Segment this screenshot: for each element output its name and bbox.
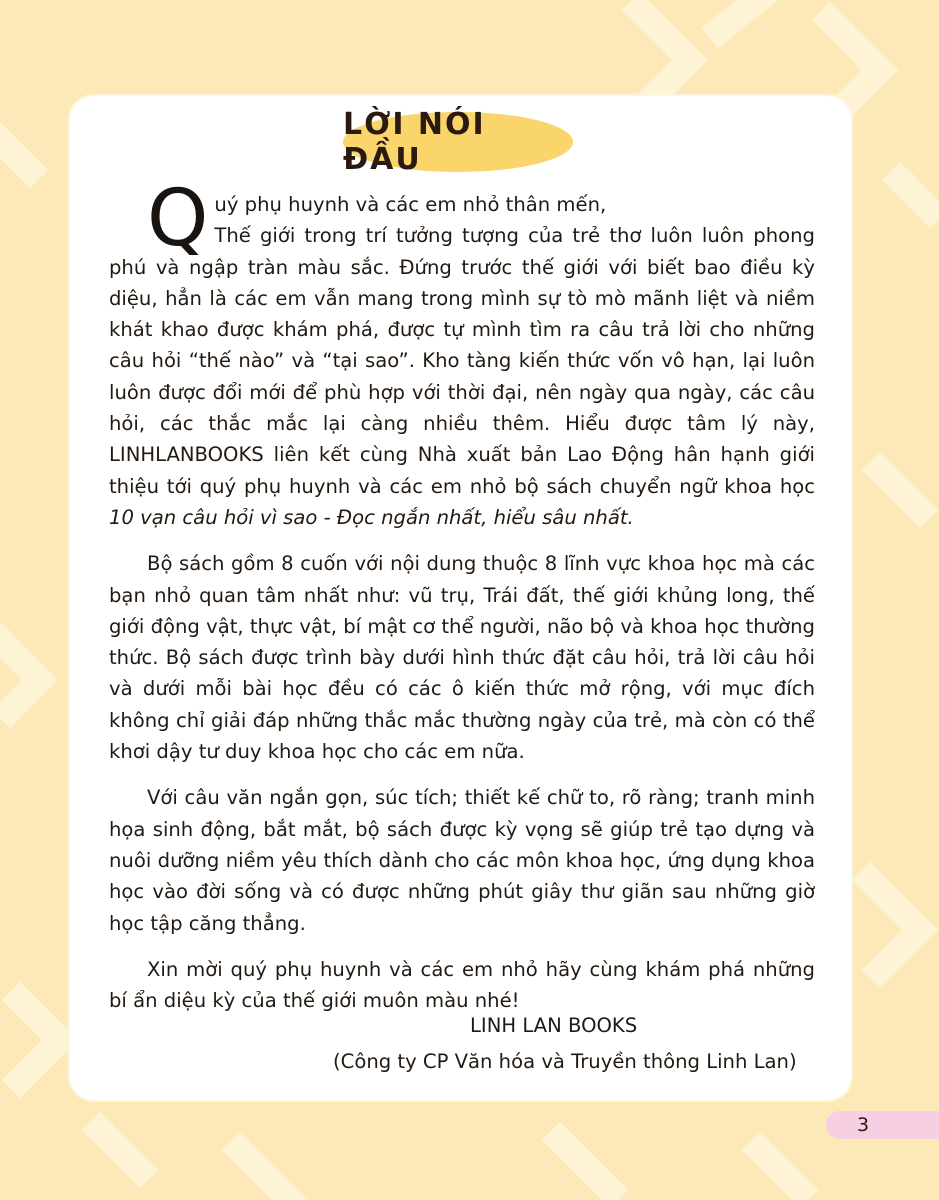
book-title: 10 vạn câu hỏi vì sao - Đọc ngắn nhất, hiểu sâu nhất. (109, 505, 634, 529)
signature-name: LINH LAN BOOKS (470, 1014, 638, 1037)
page-number: 3 (856, 1114, 870, 1136)
page-title: LỜI NÓI ĐẦU (343, 107, 486, 177)
paragraph-benefits: Với câu văn ngắn gọn, súc tích; thiết kế chữ to, rõ ràng; tranh minh họa sinh động, bắt mắt, bộ sách được kỳ vọng sẽ giúp trẻ tạo dựng và nuôi dưỡng niềm yêu thích dành cho các môn khoa học, ứng dụng khoa học vào đời sống và có được những phút giây thư giãn sau những giờ học tập căng thẳng. (109, 786, 815, 935)
paragraph-invitation: Xin mời quý phụ huynh và các em nhỏ hãy cùng khám phá những bí ẩn diệu kỳ của thế giới muôn màu nhé! (109, 957, 815, 1013)
title-badge (343, 107, 573, 177)
greeting-text: uý phụ huynh và các em nhỏ thân mến, (214, 193, 607, 216)
drop-cap: Q (147, 174, 209, 264)
paragraph-intro (109, 174, 815, 533)
paragraph-series: Bộ sách gồm 8 cuốn với nội dung thuộc 8 lĩnh vực khoa học mà các bạn nhỏ quan tâm nhất như: vũ trụ, Trái đất, thế giới khủng long, thế giới động vật, thực vật, bí mật cơ thể người, não bộ và khoa học thường thức. Bộ sách được trình bày dưới hình thức đặt câu hỏi, trả lời câu hỏi và dưới mỗi bài học đều có các ô kiến thức mở rộng, với mục đích không chỉ giải đáp những thắc mắc thường ngày của trẻ, mà còn có thể khơi dậy tư duy khoa học cho các em nữa. (109, 552, 815, 764)
signature-company: (Công ty CP Văn hóa và Truyền thông Linh Lan) (333, 1050, 797, 1073)
text-block (109, 174, 815, 1031)
intro-body: Thế giới trong trí tưởng tượng của trẻ thơ luôn luôn phong phú và ngập tràn màu sắc. Đứng trước thế giới với biết bao điều kỳ diệu, hẳn là các em vẫn mang trong mình sự tò mò mãnh liệt và niềm khát khao được khám phá, được tự mình tìm ra câu trả lời cho những câu hỏi “thế nào” và “tại sao”. Kho tàng kiến thức vốn vô hạn, lại luôn luôn được đổi mới để phù hợp với thời đại, nên ngày qua ngày, các câu hỏi, các thắc mắc lại càng nhiều thêm. Hiểu được tâm lý này, LINHLANBOOKS liên kết cùng Nhà xuất bản Lao Động hân hạnh giới thiệu tới quý phụ huynh và các em nhỏ bộ sách chuyển ngữ khoa học (109, 224, 815, 498)
